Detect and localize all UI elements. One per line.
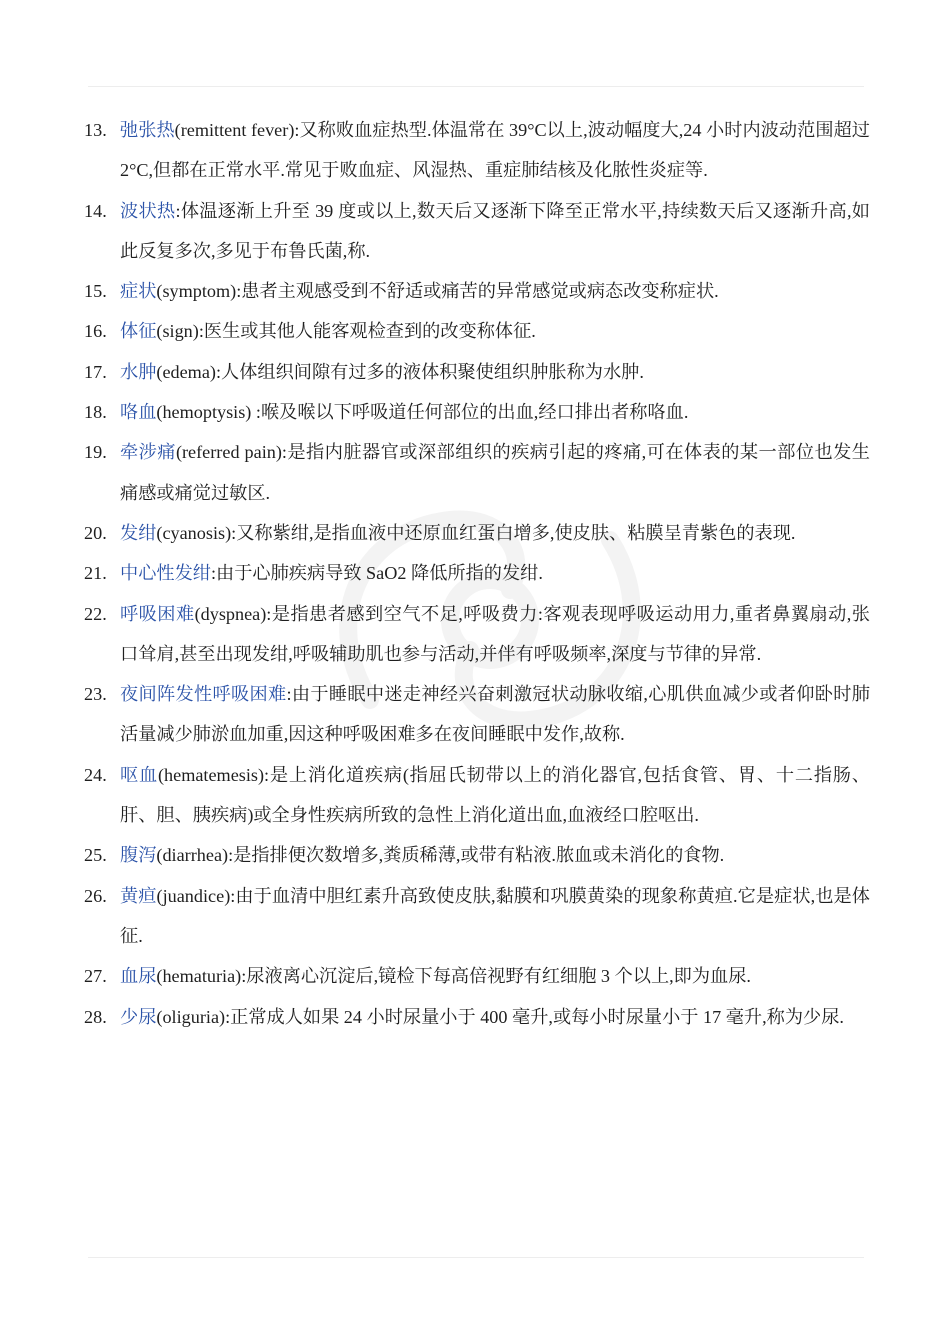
item-number: 19.	[84, 442, 107, 463]
definition-item	[84, 513, 870, 553]
bottom-rule	[88, 1257, 864, 1258]
term-definition: (referred pain):是指内脏器官或深部组织的疾病引起的疼痛,可在体表的某一部位也发生痛感或痛觉过敏区.	[120, 442, 870, 503]
term-label: 腹泻	[120, 845, 157, 866]
term-definition: :由于心肺疾病导致 SaO2 降低所指的发绀.	[210, 563, 543, 584]
definition-item	[84, 674, 870, 755]
item-number: 16.	[84, 321, 107, 342]
term-label: 呼吸困难	[120, 603, 195, 624]
term-definition: (hemoptysis) :喉及喉以下呼吸道任何部位的出血,经口排出者称咯血.	[156, 402, 689, 423]
item-number: 28.	[84, 1006, 107, 1027]
item-number: 25.	[84, 845, 107, 866]
definition-item	[84, 311, 870, 351]
item-number: 22.	[84, 603, 107, 624]
definition-item	[84, 392, 870, 432]
term-label: 呕血	[120, 764, 158, 785]
item-number: 13.	[84, 120, 107, 140]
term-definition: (juandice):由于血清中胆红素升高致使皮肤,黏膜和巩膜黄染的现象称黄疸.它是症状,也是体征.	[120, 885, 870, 946]
definition-item	[84, 110, 870, 191]
item-number: 20.	[84, 522, 107, 543]
term-definition: (sign):医生或其他人能客观检查到的改变称体征.	[156, 321, 536, 342]
item-number: 23.	[84, 684, 107, 705]
definition-item	[84, 553, 870, 593]
top-rule	[88, 86, 864, 87]
item-number: 14.	[84, 200, 107, 221]
definition-list	[84, 110, 870, 1037]
term-label: 血尿	[120, 966, 157, 987]
term-label: 弛张热	[120, 120, 175, 140]
term-definition: (symptom):患者主观感受到不舒适或痛苦的异常感觉或病态改变称症状.	[156, 281, 719, 302]
term-label: 症状	[120, 281, 157, 302]
term-definition: (remittent fever):又称败血症热型.体温常在 39°C以上,波动幅度大,24 小时内波动范围超过 2°C,但都在正常水平.常见于败血症、风湿热、重症肺结核及化脓性炎症等.	[120, 120, 870, 181]
definition-item	[84, 432, 870, 513]
item-number: 15.	[84, 281, 107, 302]
term-definition: (dyspnea):是指患者感到空气不足,呼吸费力:客观表现呼吸运动用力,重者鼻翼扇动,张口耸肩,甚至出现发绀,呼吸辅助肌也参与活动,并伴有呼吸频率,深度与节律的异常.	[120, 603, 870, 664]
term-definition: (diarrhea):是指排便次数增多,粪质稀薄,或带有粘液.脓血或未消化的食物.	[156, 845, 725, 866]
definition-item	[84, 956, 870, 996]
term-label: 中心性发绀	[120, 563, 211, 584]
definition-item	[84, 191, 870, 272]
term-label: 牵涉痛	[120, 442, 176, 463]
term-definition: (hematemesis):是上消化道疾病(指屈氏韧带以上的消化器官,包括食管、胃、十二指肠、肝、胆、胰疾病)或全身性疾病所致的急性上消化道出血,血液经口腔呕出.	[120, 764, 870, 826]
definition-item	[84, 755, 870, 836]
item-number: 26.	[84, 885, 107, 906]
definition-item	[84, 835, 870, 875]
term-label: 少尿	[120, 1006, 157, 1027]
term-definition: :由于睡眠中迷走神经兴奋刺激冠状动脉收缩,心肌供血减少或者仰卧时肺活量减少肺淤血加重,因这种呼吸困难多在夜间睡眠中发作,故称.	[120, 684, 870, 745]
term-label: 发绀	[120, 522, 157, 543]
item-number: 24.	[84, 764, 107, 785]
definition-item	[84, 352, 870, 392]
item-number: 27.	[84, 966, 107, 987]
definition-item	[84, 271, 870, 311]
definition-item	[84, 876, 870, 957]
term-definition: :体温逐渐上升至 39 度或以上,数天后又逐渐下降至正常水平,持续数天后又逐渐升高,如此反复多次,多见于布鲁氏菌,称.	[120, 200, 870, 261]
term-definition: (cyanosis):又称紫绀,是指血液中还原血红蛋白增多,使皮肤、粘膜呈青紫色的表现.	[156, 522, 796, 543]
term-label: 夜间阵发性呼吸困难	[120, 684, 287, 705]
term-label: 咯血	[120, 402, 157, 423]
definition-item	[84, 594, 870, 675]
term-definition: (edema):人体组织间隙有过多的液体积聚使组织肿胀称为水肿.	[156, 361, 644, 382]
term-definition: (oliguria):正常成人如果 24 小时尿量小于 400 毫升,或每小时尿量小于 17 毫升,称为少尿.	[156, 1006, 844, 1027]
item-number: 18.	[84, 402, 107, 423]
item-number: 17.	[84, 361, 107, 382]
term-label: 水肿	[120, 361, 157, 382]
definition-item	[84, 997, 870, 1037]
item-number: 21.	[84, 563, 107, 584]
term-label: 体征	[120, 321, 157, 342]
term-label: 波状热	[120, 200, 176, 221]
term-label: 黄疸	[120, 885, 157, 906]
term-definition: (hematuria):尿液离心沉淀后,镜检下每高倍视野有红细胞 3 个以上,即为血尿.	[156, 966, 751, 987]
